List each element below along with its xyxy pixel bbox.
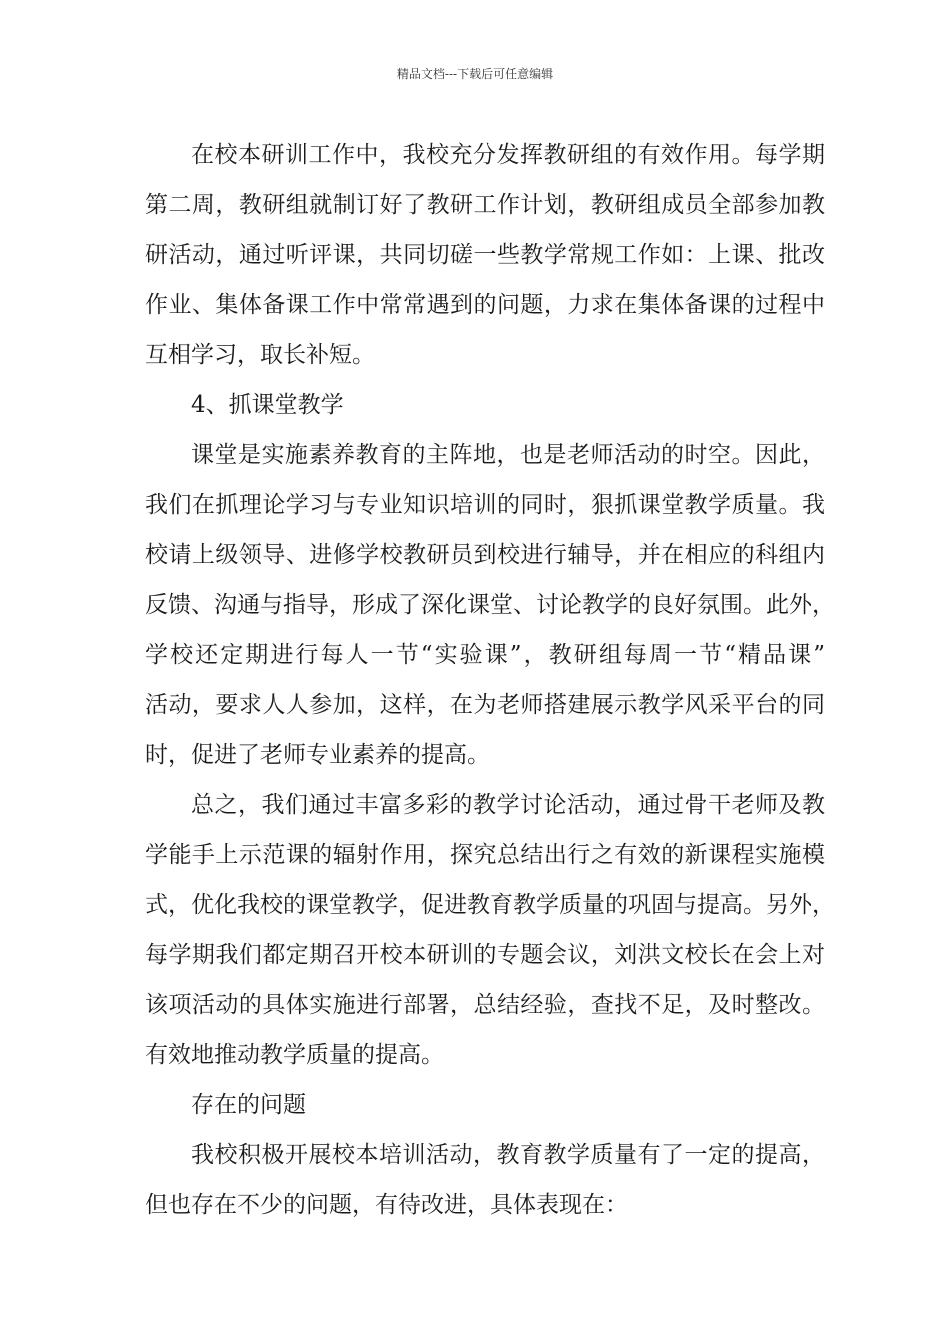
paragraph-line: 学校还定期进行每人一节“实验课”，教研组每周一节“精品课” — [145, 642, 825, 668]
paragraph-line: 时，促进了老师专业素养的提高。 — [145, 742, 490, 768]
paragraph-line: 在校本研训工作中，我校充分发挥教研组的有效作用。每学期 — [191, 142, 825, 168]
paragraph-line: 反馈、沟通与指导，形成了深化课堂、讨论教学的良好氛围。此外， — [145, 592, 835, 618]
paragraph-line: 研活动，通过听评课，共同切磋一些教学常规工作如：上课、批改 — [145, 242, 825, 268]
page-header: 精品文档---下载后可任意编辑 — [396, 67, 554, 81]
paragraph-line: 第二周，教研组就制订好了教研工作计划，教研组成员全部参加教 — [145, 192, 825, 218]
paragraph-line: 作业、集体备课工作中常常遇到的问题，力求在集体备课的过程中 — [145, 292, 825, 318]
paragraph-line: 总之，我们通过丰富多彩的教学讨论活动，通过骨干老师及教 — [191, 792, 825, 818]
document-body — [145, 130, 835, 1230]
paragraph-line: 每学期我们都定期召开校本研训的专题会议，刘洪文校长在会上对 — [145, 942, 825, 968]
paragraph-line: 但也存在不少的问题，有待改进，具体表现在： — [145, 1192, 628, 1218]
paragraph-line: 式，优化我校的课堂教学，促进教育教学质量的巩固与提高。另外， — [145, 892, 835, 918]
paragraph-line: 我校积极开展校本培训活动，教育教学质量有了一定的提高， — [191, 1142, 825, 1168]
paragraph-line: 校请上级领导、进修学校教研员到校进行辅导，并在相应的科组内 — [145, 542, 825, 568]
paragraph-line: 互相学习，取长补短。 — [145, 342, 375, 368]
paragraph-line: 该项活动的具体实施进行部署，总结经验，查找不足，及时整改。 — [145, 992, 825, 1018]
paragraph-line: 有效地推动教学质量的提高。 — [145, 1042, 444, 1068]
paragraph-line: 我们在抓理论学习与专业知识培训的同时，狠抓课堂教学质量。我 — [145, 492, 825, 518]
paragraph-line: 活动，要求人人参加，这样，在为老师搭建展示教学风采平台的同 — [145, 692, 825, 718]
section-heading: 4、抓课堂教学 — [191, 392, 344, 418]
section-heading: 存在的问题 — [191, 1092, 306, 1118]
paragraph-line: 课堂是实施素养教育的主阵地，也是老师活动的时空。因此， — [191, 442, 825, 468]
paragraph-line: 学能手上示范课的辐射作用，探究总结出行之有效的新课程实施模 — [145, 842, 825, 868]
